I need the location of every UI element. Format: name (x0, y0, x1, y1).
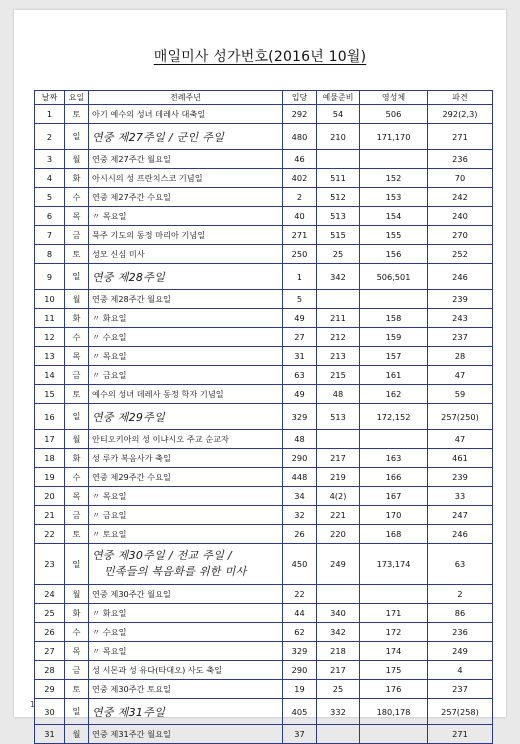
weekday-cell: 월 (65, 585, 89, 604)
communion-hymn-cell (360, 585, 428, 604)
entrance-hymn-cell: 402 (283, 169, 317, 188)
communion-hymn-cell: 166 (360, 468, 428, 487)
date-cell: 12 (35, 328, 65, 347)
dismissal-hymn-cell: 2 (428, 585, 493, 604)
header-weekday: 요일 (65, 91, 89, 105)
header-entrance: 입당 (283, 91, 317, 105)
dismissal-hymn-cell: 461 (428, 449, 493, 468)
date-cell: 3 (35, 150, 65, 169)
entrance-hymn-cell: 27 (283, 328, 317, 347)
offertory-hymn-cell: 212 (317, 328, 360, 347)
dismissal-hymn-cell: 59 (428, 385, 493, 404)
weekday-cell: 목 (65, 642, 89, 661)
header-dismissal: 파견 (428, 91, 493, 105)
table-row (35, 487, 493, 506)
table-row (35, 430, 493, 449)
communion-hymn-cell: 172 (360, 623, 428, 642)
entrance-hymn-cell: 1 (283, 264, 317, 290)
communion-hymn-cell: 153 (360, 188, 428, 207)
offertory-hymn-cell: 513 (317, 207, 360, 226)
dismissal-hymn-cell: 236 (428, 623, 493, 642)
communion-hymn-cell: 171,170 (360, 124, 428, 150)
table-row (35, 661, 493, 680)
weekday-cell: 수 (65, 623, 89, 642)
weekday-cell: 일 (65, 544, 89, 585)
liturgy-cell: 안티오키아의 성 이냐시오 주교 순교자 (89, 430, 283, 449)
communion-hymn-cell: 172,152 (360, 404, 428, 430)
communion-hymn-cell: 167 (360, 487, 428, 506)
table-row (35, 585, 493, 604)
dismissal-hymn-cell: 242 (428, 188, 493, 207)
dismissal-hymn-cell: 246 (428, 264, 493, 290)
communion-hymn-cell: 152 (360, 169, 428, 188)
communion-hymn-cell: 180,178 (360, 699, 428, 725)
entrance-hymn-cell: 405 (283, 699, 317, 725)
entrance-hymn-cell: 292 (283, 105, 317, 124)
table-row (35, 309, 493, 328)
communion-hymn-cell: 159 (360, 328, 428, 347)
weekday-cell: 토 (65, 385, 89, 404)
liturgy-cell: 연중 제27주간 수요일 (89, 188, 283, 207)
dismissal-hymn-cell: 237 (428, 680, 493, 699)
dismissal-hymn-cell: 63 (428, 544, 493, 585)
dismissal-hymn-cell: 47 (428, 366, 493, 385)
communion-hymn-cell: 506,501 (360, 264, 428, 290)
offertory-hymn-cell: 215 (317, 366, 360, 385)
table-row (35, 226, 493, 245)
liturgy-cell: 묵주 기도의 동정 마리아 기념일 (89, 226, 283, 245)
offertory-hymn-cell: 332 (317, 699, 360, 725)
table-row (35, 449, 493, 468)
entrance-hymn-cell: 31 (283, 347, 317, 366)
dismissal-hymn-cell: 237 (428, 328, 493, 347)
offertory-hymn-cell: 211 (317, 309, 360, 328)
entrance-hymn-cell: 26 (283, 525, 317, 544)
table-row (35, 623, 493, 642)
date-cell: 10 (35, 290, 65, 309)
entrance-hymn-cell: 450 (283, 544, 317, 585)
liturgy-cell: 연중 제29주간 수요일 (89, 468, 283, 487)
liturgy-cell: 연중 제28주간 월요일 (89, 290, 283, 309)
liturgy-cell: 연중 제28주일 (89, 264, 283, 290)
dismissal-hymn-cell: 270 (428, 226, 493, 245)
page-title: 매일미사 성가번호(2016년 10월) (153, 49, 367, 65)
entrance-hymn-cell: 34 (283, 487, 317, 506)
weekday-cell: 화 (65, 449, 89, 468)
offertory-hymn-cell: 48 (317, 385, 360, 404)
dismissal-hymn-cell: 240 (428, 207, 493, 226)
table-row (35, 544, 493, 585)
offertory-hymn-cell: 217 (317, 449, 360, 468)
table-row (35, 525, 493, 544)
weekday-cell: 화 (65, 604, 89, 623)
liturgy-cell: 연중 제30주간 토요일 (89, 680, 283, 699)
table-row (35, 169, 493, 188)
weekday-cell: 토 (65, 105, 89, 124)
liturgy-cell: 연중 제31주간 월요일 (89, 725, 283, 744)
entrance-hymn-cell: 2 (283, 188, 317, 207)
date-cell: 16 (35, 404, 65, 430)
liturgy-cell: 〃 화요일 (89, 604, 283, 623)
date-cell: 15 (35, 385, 65, 404)
date-cell: 23 (35, 544, 65, 585)
communion-hymn-cell: 154 (360, 207, 428, 226)
offertory-hymn-cell (317, 150, 360, 169)
liturgy-cell: 〃 수요일 (89, 623, 283, 642)
entrance-hymn-cell: 62 (283, 623, 317, 642)
liturgy-cell: 예수의 성녀 데레사 동정 학자 기념일 (89, 385, 283, 404)
liturgy-cell: 성모 신심 미사 (89, 245, 283, 264)
communion-hymn-cell: 168 (360, 525, 428, 544)
entrance-hymn-cell: 329 (283, 404, 317, 430)
liturgy-cell: 성 시몬과 성 유다(타대오) 사도 축일 (89, 661, 283, 680)
entrance-hymn-cell: 271 (283, 226, 317, 245)
offertory-hymn-cell: 217 (317, 661, 360, 680)
date-cell: 14 (35, 366, 65, 385)
communion-hymn-cell: 173,174 (360, 544, 428, 585)
liturgy-cell: 연중 제27주일 / 군인 주일 (89, 124, 283, 150)
entrance-hymn-cell: 290 (283, 661, 317, 680)
weekday-cell: 토 (65, 525, 89, 544)
offertory-hymn-cell: 210 (317, 124, 360, 150)
dismissal-hymn-cell: 271 (428, 124, 493, 150)
entrance-hymn-cell: 40 (283, 207, 317, 226)
dismissal-hymn-cell: 86 (428, 604, 493, 623)
weekday-cell: 목 (65, 347, 89, 366)
weekday-cell: 토 (65, 245, 89, 264)
entrance-hymn-cell: 63 (283, 366, 317, 385)
dismissal-hymn-cell: 236 (428, 150, 493, 169)
entrance-hymn-cell: 5 (283, 290, 317, 309)
liturgy-cell: 연중 제27주간 월요일 (89, 150, 283, 169)
offertory-hymn-cell: 513 (317, 404, 360, 430)
date-cell: 13 (35, 347, 65, 366)
offertory-hymn-cell (317, 585, 360, 604)
weekday-cell: 월 (65, 725, 89, 744)
offertory-hymn-cell: 340 (317, 604, 360, 623)
offertory-hymn-cell: 213 (317, 347, 360, 366)
entrance-hymn-cell: 32 (283, 506, 317, 525)
dismissal-hymn-cell: 33 (428, 487, 493, 506)
header-date: 날짜 (35, 91, 65, 105)
date-cell: 17 (35, 430, 65, 449)
liturgy-cell: 〃 목요일 (89, 487, 283, 506)
date-cell: 22 (35, 525, 65, 544)
table-row (35, 105, 493, 124)
liturgy-cell: 〃 금요일 (89, 506, 283, 525)
communion-hymn-cell: 158 (360, 309, 428, 328)
date-cell: 24 (35, 585, 65, 604)
entrance-hymn-cell: 329 (283, 642, 317, 661)
weekday-cell: 일 (65, 699, 89, 725)
liturgy-cell: 연중 제31주일 (89, 699, 283, 725)
table-row (35, 124, 493, 150)
dismissal-hymn-cell: 257(258) (428, 699, 493, 725)
date-cell: 4 (35, 169, 65, 188)
weekday-cell: 화 (65, 169, 89, 188)
date-cell: 27 (35, 642, 65, 661)
table-row (35, 264, 493, 290)
communion-hymn-cell (360, 725, 428, 744)
entrance-hymn-cell: 448 (283, 468, 317, 487)
offertory-hymn-cell: 218 (317, 642, 360, 661)
offertory-hymn-cell: 249 (317, 544, 360, 585)
communion-hymn-cell: 163 (360, 449, 428, 468)
entrance-hymn-cell: 290 (283, 449, 317, 468)
liturgy-cell: 성 루카 복음사가 축일 (89, 449, 283, 468)
table-row (35, 245, 493, 264)
date-cell: 21 (35, 506, 65, 525)
dismissal-hymn-cell: 249 (428, 642, 493, 661)
table-row (35, 680, 493, 699)
date-cell: 31 (35, 725, 65, 744)
date-cell: 30 (35, 699, 65, 725)
dismissal-hymn-cell: 243 (428, 309, 493, 328)
dismissal-hymn-cell: 47 (428, 430, 493, 449)
table-header-row (35, 91, 493, 105)
liturgy-cell: 〃 금요일 (89, 366, 283, 385)
liturgy-cell: 연중 제30주간 월요일 (89, 585, 283, 604)
header-offertory: 예물준비 (317, 91, 360, 105)
table-row (35, 150, 493, 169)
dismissal-hymn-cell: 239 (428, 468, 493, 487)
hymn-number-table (34, 90, 493, 744)
communion-hymn-cell: 155 (360, 226, 428, 245)
dismissal-hymn-cell: 239 (428, 290, 493, 309)
offertory-hymn-cell: 25 (317, 245, 360, 264)
weekday-cell: 수 (65, 188, 89, 207)
date-cell: 29 (35, 680, 65, 699)
communion-hymn-cell: 506 (360, 105, 428, 124)
communion-hymn-cell: 161 (360, 366, 428, 385)
dismissal-hymn-cell: 28 (428, 347, 493, 366)
table-row (35, 385, 493, 404)
weekday-cell: 목 (65, 207, 89, 226)
communion-hymn-cell: 170 (360, 506, 428, 525)
date-cell: 1 (35, 105, 65, 124)
offertory-hymn-cell: 221 (317, 506, 360, 525)
table-row (35, 207, 493, 226)
date-cell: 20 (35, 487, 65, 506)
date-cell: 11 (35, 309, 65, 328)
table-row (35, 642, 493, 661)
liturgy-line: 민족들의 복음화를 위한 미사 (104, 565, 247, 578)
dismissal-hymn-cell: 257(250) (428, 404, 493, 430)
liturgy-line: 연중 제30주일 / 전교 주일 / (92, 548, 232, 562)
table-row (35, 604, 493, 623)
weekday-cell: 토 (65, 680, 89, 699)
dismissal-hymn-cell: 292(2,3) (428, 105, 493, 124)
date-cell: 26 (35, 623, 65, 642)
communion-hymn-cell (360, 150, 428, 169)
date-cell: 25 (35, 604, 65, 623)
entrance-hymn-cell: 19 (283, 680, 317, 699)
offertory-hymn-cell: 54 (317, 105, 360, 124)
dismissal-hymn-cell: 4 (428, 661, 493, 680)
offertory-hymn-cell: 342 (317, 264, 360, 290)
weekday-cell: 화 (65, 309, 89, 328)
entrance-hymn-cell: 250 (283, 245, 317, 264)
weekday-cell: 일 (65, 404, 89, 430)
document-page (14, 10, 506, 739)
table-row (35, 188, 493, 207)
liturgy-cell: 〃 토요일 (89, 525, 283, 544)
weekday-cell: 금 (65, 661, 89, 680)
dismissal-hymn-cell: 70 (428, 169, 493, 188)
communion-hymn-cell: 171 (360, 604, 428, 623)
liturgy-cell: 〃 목요일 (89, 642, 283, 661)
liturgy-cell (89, 544, 283, 585)
offertory-hymn-cell: 515 (317, 226, 360, 245)
date-cell: 7 (35, 226, 65, 245)
communion-hymn-cell: 162 (360, 385, 428, 404)
table-row (35, 699, 493, 725)
communion-hymn-cell: 176 (360, 680, 428, 699)
date-cell: 8 (35, 245, 65, 264)
date-cell: 6 (35, 207, 65, 226)
entrance-hymn-cell: 49 (283, 309, 317, 328)
dismissal-hymn-cell: 252 (428, 245, 493, 264)
entrance-hymn-cell: 46 (283, 150, 317, 169)
table-row (35, 725, 493, 744)
entrance-hymn-cell: 49 (283, 385, 317, 404)
offertory-hymn-cell: 342 (317, 623, 360, 642)
liturgy-cell: 〃 목요일 (89, 347, 283, 366)
table-row (35, 328, 493, 347)
table-row (35, 506, 493, 525)
offertory-hymn-cell: 25 (317, 680, 360, 699)
weekday-cell: 금 (65, 506, 89, 525)
entrance-hymn-cell: 22 (283, 585, 317, 604)
liturgy-cell: 연중 제29주일 (89, 404, 283, 430)
weekday-cell: 월 (65, 430, 89, 449)
communion-hymn-cell (360, 290, 428, 309)
weekday-cell: 금 (65, 226, 89, 245)
communion-hymn-cell: 175 (360, 661, 428, 680)
table-row (35, 468, 493, 487)
table-row (35, 290, 493, 309)
entrance-hymn-cell: 480 (283, 124, 317, 150)
table-row (35, 404, 493, 430)
offertory-hymn-cell: 512 (317, 188, 360, 207)
table-row (35, 347, 493, 366)
communion-hymn-cell: 156 (360, 245, 428, 264)
weekday-cell: 월 (65, 150, 89, 169)
weekday-cell: 수 (65, 328, 89, 347)
weekday-cell: 일 (65, 264, 89, 290)
weekday-cell: 수 (65, 468, 89, 487)
offertory-hymn-cell (317, 290, 360, 309)
weekday-cell: 목 (65, 487, 89, 506)
offertory-hymn-cell (317, 725, 360, 744)
offertory-hymn-cell: 511 (317, 169, 360, 188)
liturgy-cell: 〃 목요일 (89, 207, 283, 226)
date-cell: 2 (35, 124, 65, 150)
communion-hymn-cell: 174 (360, 642, 428, 661)
communion-hymn-cell: 157 (360, 347, 428, 366)
entrance-hymn-cell: 48 (283, 430, 317, 449)
table-row (35, 366, 493, 385)
communion-hymn-cell (360, 430, 428, 449)
dismissal-hymn-cell: 246 (428, 525, 493, 544)
header-communion: 영성체 (360, 91, 428, 105)
liturgy-cell: 〃 화요일 (89, 309, 283, 328)
offertory-hymn-cell (317, 430, 360, 449)
date-cell: 18 (35, 449, 65, 468)
dismissal-hymn-cell: 247 (428, 506, 493, 525)
page-number: 1 (30, 700, 36, 709)
offertory-hymn-cell: 4(2) (317, 487, 360, 506)
liturgy-cell: 아시시의 성 프란치스코 기념일 (89, 169, 283, 188)
liturgy-cell: 아기 예수의 성녀 데레사 대축일 (89, 105, 283, 124)
header-liturgy: 전례주년 (89, 91, 283, 105)
dismissal-hymn-cell: 271 (428, 725, 493, 744)
date-cell: 9 (35, 264, 65, 290)
weekday-cell: 월 (65, 290, 89, 309)
entrance-hymn-cell: 37 (283, 725, 317, 744)
weekday-cell: 금 (65, 366, 89, 385)
liturgy-cell: 〃 수요일 (89, 328, 283, 347)
date-cell: 19 (35, 468, 65, 487)
entrance-hymn-cell: 44 (283, 604, 317, 623)
date-cell: 5 (35, 188, 65, 207)
offertory-hymn-cell: 219 (317, 468, 360, 487)
date-cell: 28 (35, 661, 65, 680)
weekday-cell: 일 (65, 124, 89, 150)
offertory-hymn-cell: 220 (317, 525, 360, 544)
